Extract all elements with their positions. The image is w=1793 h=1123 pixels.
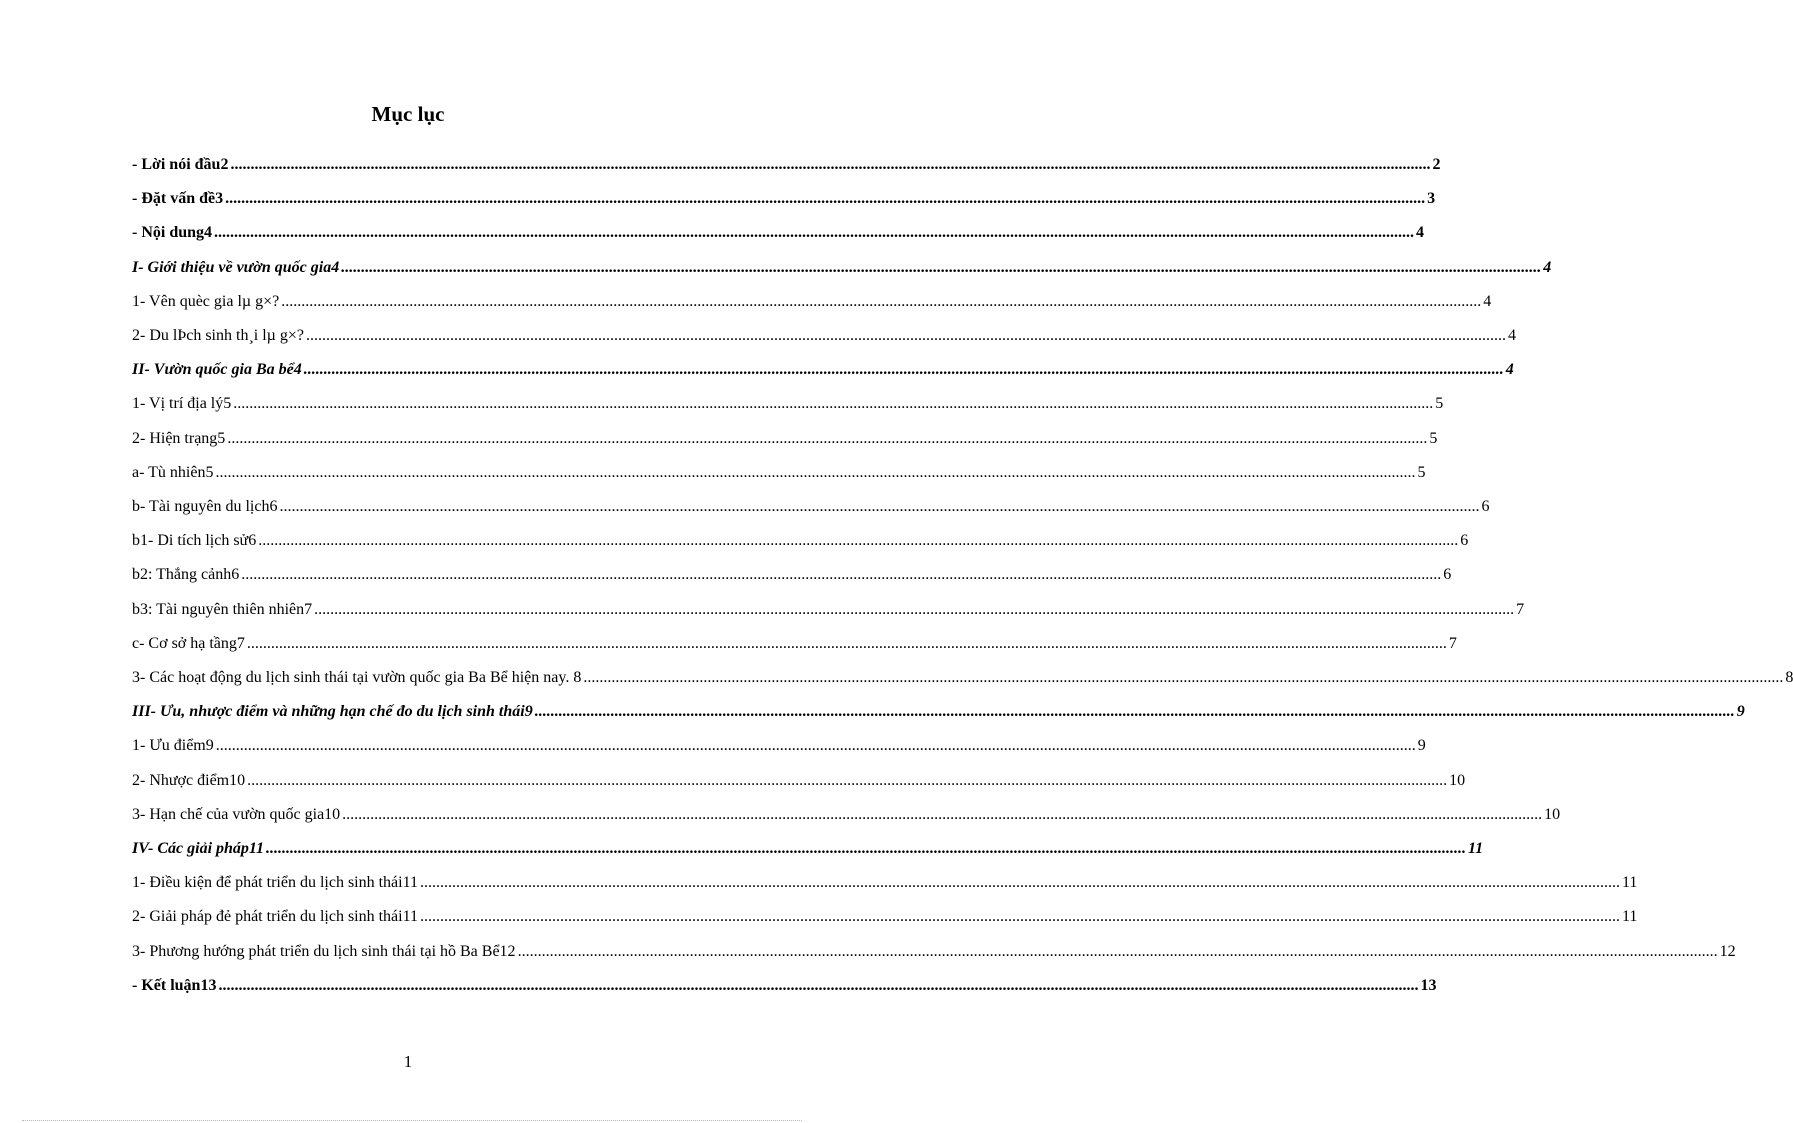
toc-entry[interactable] xyxy=(132,456,1426,482)
toc-dot-leader: ............................................................................................................................................................................................................................................................................................................ xyxy=(241,566,1442,584)
toc-entry[interactable] xyxy=(132,148,1441,174)
toc-entry-page: 7 xyxy=(1448,634,1457,652)
toc-entry[interactable] xyxy=(132,729,1426,755)
toc-entry[interactable] xyxy=(132,798,1561,824)
toc-entry-title: a- Tù nhiên5 xyxy=(132,463,214,481)
toc-dot-leader: ............................................................................................................................................................................................................................................................................................................ xyxy=(314,600,1515,618)
toc-dot-leader: ............................................................................................................................................................................................................................................................................................................ xyxy=(341,258,1542,276)
toc-entry-page: 4 xyxy=(1416,224,1425,242)
toc-entry[interactable] xyxy=(132,319,1517,345)
toc-entry-page: 8 xyxy=(1785,669,1793,686)
toc-entry-page: 9 xyxy=(1736,703,1745,721)
toc-entry-page: 4 xyxy=(1483,292,1492,310)
toc-entry-page: 5 xyxy=(1429,429,1438,447)
toc-entry[interactable] xyxy=(132,695,1745,721)
toc-entry[interactable] xyxy=(132,387,1444,413)
toc-entry-page: 11 xyxy=(1468,840,1484,857)
toc-entry-title: II- Vườn quốc gia Ba bể4 xyxy=(132,361,302,379)
toc-entry[interactable] xyxy=(132,969,1437,995)
toc-dot-leader: ............................................................................................................................................................................................................................................................................................................ xyxy=(218,976,1419,994)
toc-entry-title: b- Tài nguyên du lịch6 xyxy=(132,498,278,515)
toc-entry-title: 1- Điều kiện để phát triển du lịch sinh thái11 xyxy=(132,874,419,892)
toc-entry-page: 13 xyxy=(1420,976,1437,994)
toc-dot-leader: ............................................................................................................................................................................................................................................................................................................ xyxy=(281,292,1482,310)
toc-dot-leader: ............................................................................................................................................................................................................................................................................................................ xyxy=(215,737,1416,755)
toc-entry-title: 1- Vị trí địa lý5 xyxy=(132,395,232,413)
toc-dot-leader: ............................................................................................................................................................................................................................................................................................................ xyxy=(247,771,1448,789)
toc-entry[interactable] xyxy=(132,866,1638,892)
toc-entry-title: 3- Hạn chế của vườn quốc gia10 xyxy=(132,805,341,823)
toc-entry[interactable] xyxy=(132,216,1425,242)
toc-dot-leader: ............................................................................................................................................................................................................................................................................................................ xyxy=(420,874,1621,892)
toc-entry-page: 6 xyxy=(1481,498,1490,515)
toc-entry-title: - Nội dung4 xyxy=(132,224,213,242)
toc-entry[interactable] xyxy=(132,593,1525,619)
toc-entry-page: 7 xyxy=(1516,600,1525,618)
toc-dot-leader: ............................................................................................................................................................................................................................................................................................................ xyxy=(306,327,1507,344)
toc-entry-title: 3- Các hoạt động du lịch sinh thái tại vườn quốc gia Ba Bể hiện nay. 8 xyxy=(132,669,582,686)
toc-entry-page: 3 xyxy=(1427,190,1436,208)
toc-dot-leader: ............................................................................................................................................................................................................................................................................................................ xyxy=(303,361,1504,379)
toc-entry[interactable] xyxy=(132,627,1457,653)
toc-entry[interactable] xyxy=(132,422,1438,448)
toc-entry[interactable] xyxy=(132,524,1469,550)
toc-entry-title: - Kết luận13 xyxy=(132,976,217,994)
toc-entry-page: 10 xyxy=(1449,771,1466,789)
toc-entry-title: 1- Ưu điểm9 xyxy=(132,737,214,755)
toc-entry-title: - Lời nói đầu2 xyxy=(132,156,229,173)
toc-dot-leader: ............................................................................................................................................................................................................................................................................................................ xyxy=(279,498,1480,515)
toc-entry[interactable] xyxy=(132,353,1514,379)
toc-entry[interactable] xyxy=(132,182,1436,208)
toc-dot-leader: ............................................................................................................................................................................................................................................................................................................ xyxy=(420,908,1621,926)
toc-entry-page: 11 xyxy=(1622,874,1638,892)
toc-entry-page: 4 xyxy=(1543,258,1552,276)
toc-entry[interactable] xyxy=(132,285,1492,311)
toc-dot-leader: ............................................................................................................................................................................................................................................................................................................ xyxy=(342,805,1543,823)
toc-entry-title: b3: Tài nguyên thiên nhiên7 xyxy=(132,600,313,618)
toc-entry[interactable] xyxy=(132,764,1466,790)
toc-entry[interactable] xyxy=(132,251,1552,277)
toc-entry-title: 2- Giải pháp đẻ phát triển du lịch sinh thái11 xyxy=(132,908,419,926)
toc-dot-leader: ............................................................................................................................................................................................................................................................................................................ xyxy=(266,840,1467,857)
toc-dot-leader: ............................................................................................................................................................................................................................................................................................................ xyxy=(583,669,1784,686)
toc-entry-page: 9 xyxy=(1417,737,1426,755)
toc-entry-page: 11 xyxy=(1622,908,1638,926)
footer-divider xyxy=(22,1120,802,1121)
toc-entry-title: b2: Thắng cảnh6 xyxy=(132,566,240,584)
toc-entry[interactable] xyxy=(132,558,1452,584)
toc-dot-leader: ............................................................................................................................................................................................................................................................................................................ xyxy=(227,429,1428,447)
page-title: Mục lục xyxy=(371,102,445,126)
toc-entry-title: I- Giới thiệu về vườn quốc gia4 xyxy=(132,258,340,276)
toc-entry-page: 5 xyxy=(1417,463,1426,481)
toc-entry-title: b1- Di tích lịch sử6 xyxy=(132,532,257,550)
toc-entry[interactable] xyxy=(132,832,1484,858)
toc-entry-title: c- Cơ sở hạ tầng7 xyxy=(132,634,245,652)
toc-dot-leader: ............................................................................................................................................................................................................................................................................................................ xyxy=(215,463,1416,481)
toc-dot-leader: ............................................................................................................................................................................................................................................................................................................ xyxy=(246,634,1447,652)
toc-entry-page: 5 xyxy=(1435,395,1444,413)
page-number: 1 xyxy=(403,1052,413,1071)
toc-entry-title: 3- Phương hướng phát triển du lịch sinh thái tại hồ Ba Bể12 xyxy=(132,942,516,960)
toc-entry[interactable] xyxy=(132,900,1638,926)
toc-entry-page: 4 xyxy=(1508,327,1517,344)
toc-entry-title: 2- Hiện trạng5 xyxy=(132,429,226,447)
toc-entry-title: IV- Các giải pháp11 xyxy=(132,840,265,857)
toc-entry-page: 10 xyxy=(1544,805,1561,823)
toc-entry-title: III- Ưu, nhược điểm và những hạn chế đo du lịch sinh thái9 xyxy=(132,703,533,721)
toc-entry-page: 12 xyxy=(1719,942,1736,960)
toc-entry-title: 2- Du lÞch sinh th¸i lµ g×? xyxy=(132,327,305,344)
toc-dot-leader: ............................................................................................................................................................................................................................................................................................................ xyxy=(258,532,1459,550)
toc-entry-title: 1- Vên quèc gia lµ g×? xyxy=(132,292,280,310)
toc-entry-page: 2 xyxy=(1432,156,1441,173)
toc-entry[interactable] xyxy=(132,935,1736,961)
toc-dot-leader: ............................................................................................................................................................................................................................................................................................................ xyxy=(230,156,1431,173)
toc-entry-page: 6 xyxy=(1443,566,1452,584)
toc-entry-page: 4 xyxy=(1505,361,1514,379)
toc-dot-leader: ............................................................................................................................................................................................................................................................................................................ xyxy=(233,395,1434,413)
toc-dot-leader: ............................................................................................................................................................................................................................................................................................................ xyxy=(534,703,1735,721)
toc-entry-title: - Đặt vấn đề3 xyxy=(132,190,224,208)
toc-entry-page: 6 xyxy=(1460,532,1469,550)
toc-dot-leader: ............................................................................................................................................................................................................................................................................................................ xyxy=(225,190,1426,208)
toc-dot-leader: ............................................................................................................................................................................................................................................................................................................ xyxy=(214,224,1415,242)
toc-dot-leader: ............................................................................................................................................................................................................................................................................................................ xyxy=(517,942,1718,960)
toc-entry-title: 2- Nhược điểm10 xyxy=(132,771,246,789)
toc-entry[interactable] xyxy=(132,490,1490,516)
toc-entry[interactable] xyxy=(132,661,1793,687)
